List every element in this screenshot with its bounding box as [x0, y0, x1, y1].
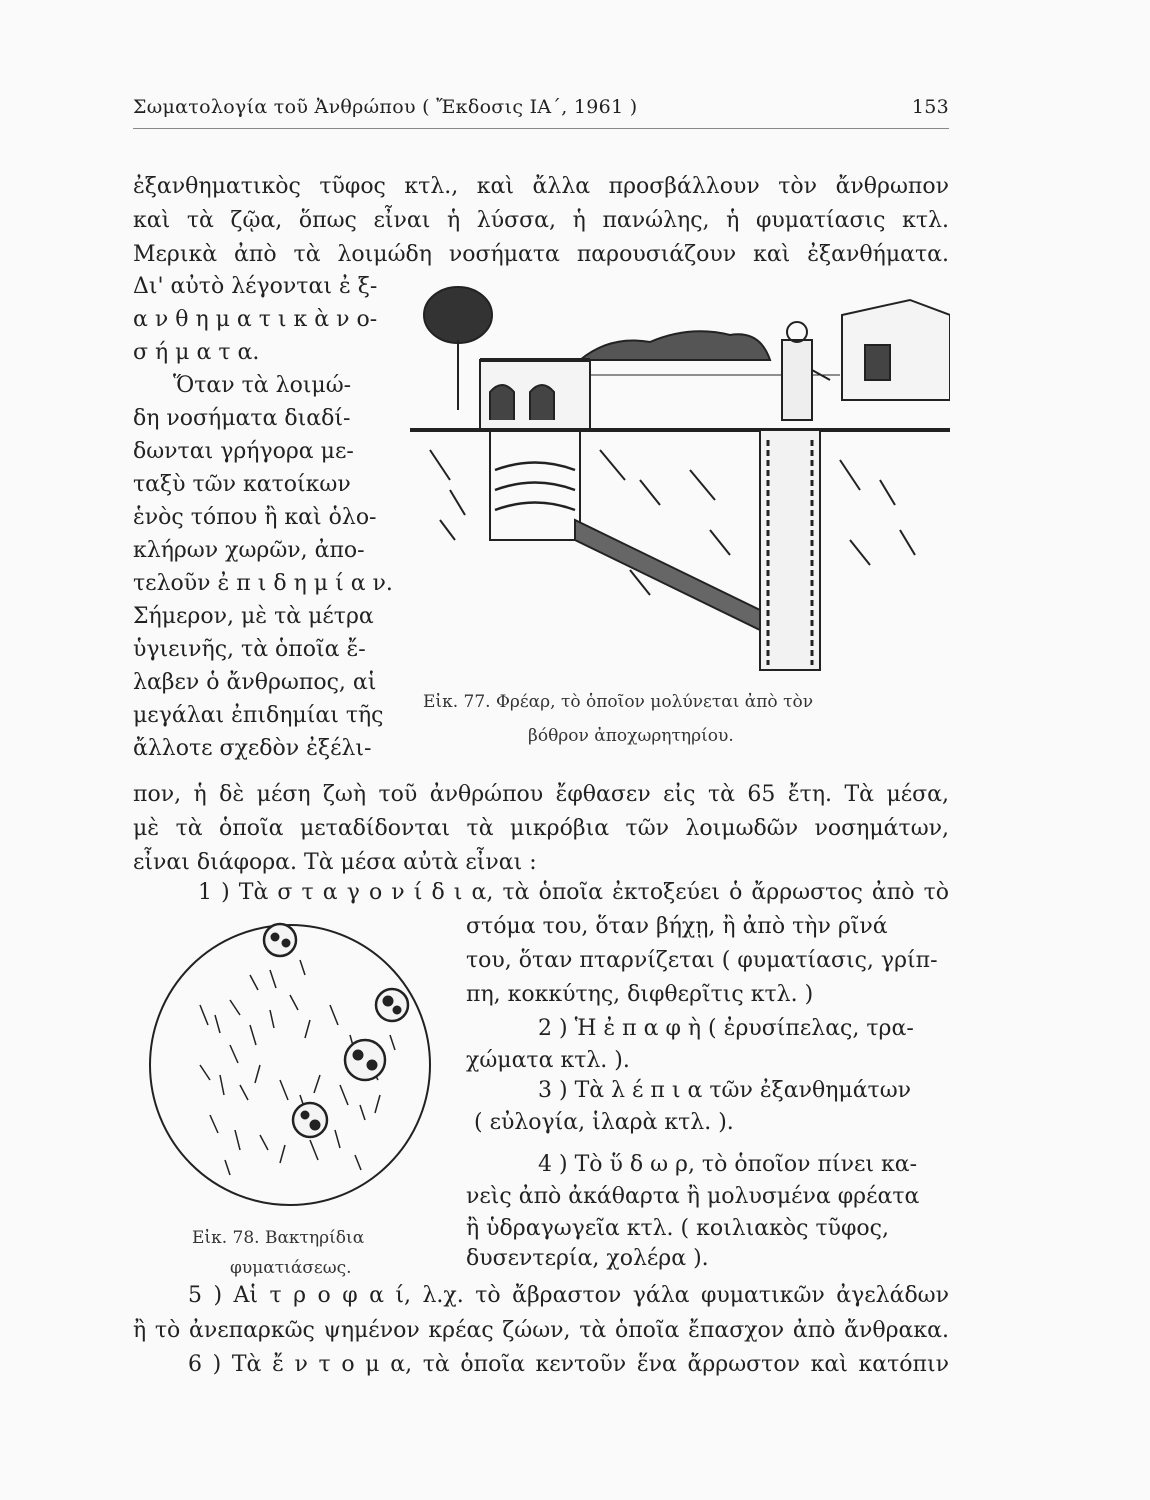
text-line: Σήμερον, μὲ τὰ μέτρα — [133, 604, 374, 629]
text-line: ὑγιεινῆς, τὰ ὁποῖα ἔ- — [133, 637, 366, 662]
text-line: εἶναι διάφορα. Τὰ μέσα αὐτὰ εἶναι : — [133, 850, 537, 875]
text-line: Ὅταν τὰ λοιμώ- — [173, 373, 352, 398]
text-line: 3 ) Τὰ λ έ π ι α τῶν ἐξανθημάτων — [538, 1078, 912, 1103]
text-line: ἢ ὑδραγωγεῖα κτλ. ( κοιλιακὸς τῦφος, — [466, 1216, 889, 1241]
text-line: 4 ) Τὸ ὕ δ ω ρ, τὸ ὁποῖον πίνει κα- — [538, 1152, 918, 1177]
page-number: 153 — [911, 96, 949, 118]
text-line: δη νοσήματα διαδί- — [133, 406, 351, 431]
text-line: Μερικὰ ἀπὸ τὰ λοιμώδη νοσήματα παρουσιάζουν καὶ ἐξανθήματα. — [133, 242, 949, 267]
text-line: λαβεν ὁ ἄνθρωπος, αἱ — [133, 670, 377, 695]
text-line: α ν θ η μ α τ ι κ ὰ ν ο- — [133, 307, 378, 332]
text-line: 5 ) Αἱ τ ρ ο φ α ί, λ.χ. τὸ ἄβραστον γάλα φυματικῶν ἀγελάδων — [188, 1283, 949, 1308]
text-line: μὲ τὰ ὁποῖα μεταδίδονται τὰ μικρόβια τῶν λοιμωδῶν νοσημάτων, — [133, 816, 949, 841]
figure-77-well-illustration — [410, 280, 950, 680]
text-line: ( εὐλογία, ἱλαρὰ κτλ. ). — [474, 1110, 734, 1135]
figure-78-caption-line2: φυματιάσεως. — [230, 1258, 352, 1278]
text-line: πον, ἡ δὲ μέση ζωὴ τοῦ ἀνθρώπου ἔφθασεν εἰς τὰ 65 ἔτη. Τὰ μέσα, — [133, 782, 949, 807]
figure-77-caption-line1: Εἰκ. 77. Φρέαρ, τὸ ὁποῖον μολύνεται ἀπὸ τὸν — [423, 692, 814, 712]
figure-77-caption-line2: βόθρον ἀποχωρητηρίου. — [528, 726, 734, 746]
text-line: του, ὅταν πταρνίζεται ( φυματίασις, γρίπ- — [466, 948, 938, 973]
running-title: Σωματολογία τοῦ Ἀνθρώπου ( Ἔκδοσις ΙΑ΄, 1961 ) — [133, 96, 638, 118]
text-line: κλήρων χωρῶν, ἀπο- — [133, 538, 365, 563]
text-line: ἑνὸς τόπου ἢ καὶ ὁλο- — [133, 505, 377, 530]
text-line: 6 ) Τὰ ἔ ν τ ο μ α, τὰ ὁποῖα κεντοῦν ἕνα ἄρρωστον καὶ κατόπιν — [188, 1352, 949, 1377]
text-line: ἄλλοτε σχεδὸν ἐξέλι- — [133, 736, 372, 761]
running-header — [133, 96, 949, 129]
figure-78-bacteria-illustration — [140, 915, 440, 1215]
text-line: σ ή μ α τ α. — [133, 340, 260, 365]
text-line: τελοῦν ἐ π ι δ η μ ί α ν. — [133, 571, 393, 596]
text-line: καὶ τὰ ζῷα, ὅπως εἶναι ἡ λύσσα, ἡ πανώλης, ἡ φυματίασις κτλ. — [133, 208, 949, 233]
text-line: 2 ) Ἡ ἐ π α φ ὴ ( ἐρυσίπελας, τρα- — [538, 1016, 914, 1041]
text-line: νεὶς ἀπὸ ἀκάθαρτα ἢ μολυσμένα φρέατα — [466, 1184, 920, 1209]
text-line: ἐξανθηματικὸς τῦφος κτλ., καὶ ἄλλα προσβάλλουν τὸν ἄνθρωπον — [133, 174, 949, 199]
text-line: πη, κοκκύτης, διφθερῖτις κτλ. ) — [466, 982, 814, 1007]
text-line: ταξὺ τῶν κατοίκων — [133, 472, 351, 497]
text-line: χώματα κτλ. ). — [466, 1048, 630, 1073]
text-line: δωνται γρήγορα με- — [133, 439, 354, 464]
figure-78-caption-line1: Εἰκ. 78. Βακτηρίδια — [192, 1228, 365, 1248]
text-line: Δι' αὐτὸ λέγονται ἐ ξ- — [133, 274, 378, 299]
text-line: στόμα του, ὅταν βήχῃ, ἢ ἀπὸ τὴν ρῖνά — [466, 914, 888, 939]
text-line: ἢ τὸ ἀνεπαρκῶς ψημένον κρέας ζώων, τὰ ὁποῖα ἔπασχον ἀπὸ ἄνθρακα. — [133, 1318, 949, 1343]
text-line: δυσεντερία, χολέρα ). — [466, 1246, 709, 1271]
text-line: μεγάλαι ἐπιδημίαι τῆς — [133, 703, 384, 728]
text-line: 1 ) Τὰ σ τ α γ ο ν ί δ ι α, τὰ ὁποῖα ἐκτοξεύει ὁ ἄρρωστος ἀπὸ τὸ — [198, 880, 949, 905]
